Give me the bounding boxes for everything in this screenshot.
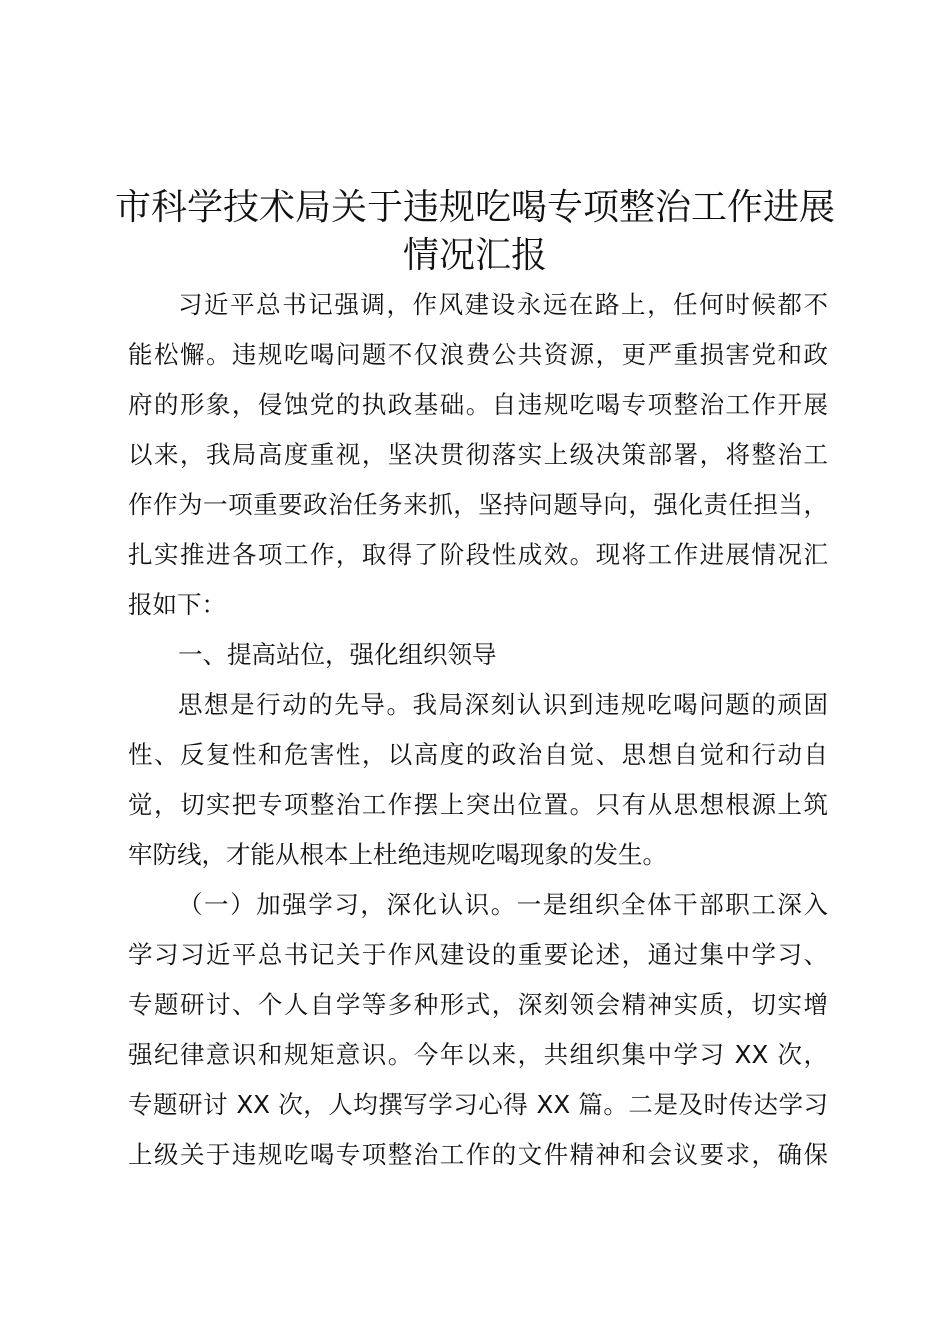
paragraph-line: 牢防线，才能从根本上杜绝违规吃喝现象的发生。 [128,840,667,869]
paragraph-line: 以来，我局高度重视，坚决贯彻落实上级决策部署，将整治工 [128,440,828,469]
section-heading: 一、提高站位，强化组织领导 [178,640,497,669]
paragraph-line: 扎实推进各项工作，取得了阶段性成效。现将工作进展情况汇 [128,540,828,569]
paragraph-line: 专题研讨、个人自学等多种形式，深刻领会精神实质，切实增 [128,990,828,1019]
paragraph-line: 习近平总书记强调，作风建设永远在路上，任何时候都不 [178,290,828,319]
document-title-line-1: 市科学技术局关于违规吃喝专项整治工作进展 [114,187,835,228]
paragraph-line: 作作为一项重要政治任务来抓，坚持问题导向，强化责任担当， [128,490,828,519]
paragraph-line: 性、反复性和危害性，以高度的政治自觉、思想自觉和行动自 [128,740,828,769]
paragraph-line: 专题研讨 XX 次，人均撰写学习心得 XX 篇。二是及时传达学习 [128,1090,828,1119]
paragraph-line: 强纪律意识和规矩意识。今年以来，共组织集中学习 XX 次， [128,1040,828,1069]
paragraph-line: 报如下： [128,590,226,619]
paragraph-line: 府的形象，侵蚀党的执政基础。自违规吃喝专项整治工作开展 [128,390,828,419]
paragraph-line: 能松懈。违规吃喝问题不仅浪费公共资源，更严重损害党和政 [128,340,828,369]
paragraph-line: 上级关于违规吃喝专项整治工作的文件精神和会议要求，确保 [128,1140,828,1169]
paragraph-line: 思想是行动的先导。我局深刻认识到违规吃喝问题的顽固 [178,690,828,719]
subsection-paragraph-line: （一）加强学习，深化认识。一是组织全体干部职工深入 [178,890,828,919]
paragraph-line: 学习习近平总书记关于作风建设的重要论述，通过集中学习、 [128,940,828,969]
document-title-line-2: 情况汇报 [402,235,547,276]
paragraph-line: 觉，切实把专项整治工作摆上突出位置。只有从思想根源上筑 [128,790,828,819]
